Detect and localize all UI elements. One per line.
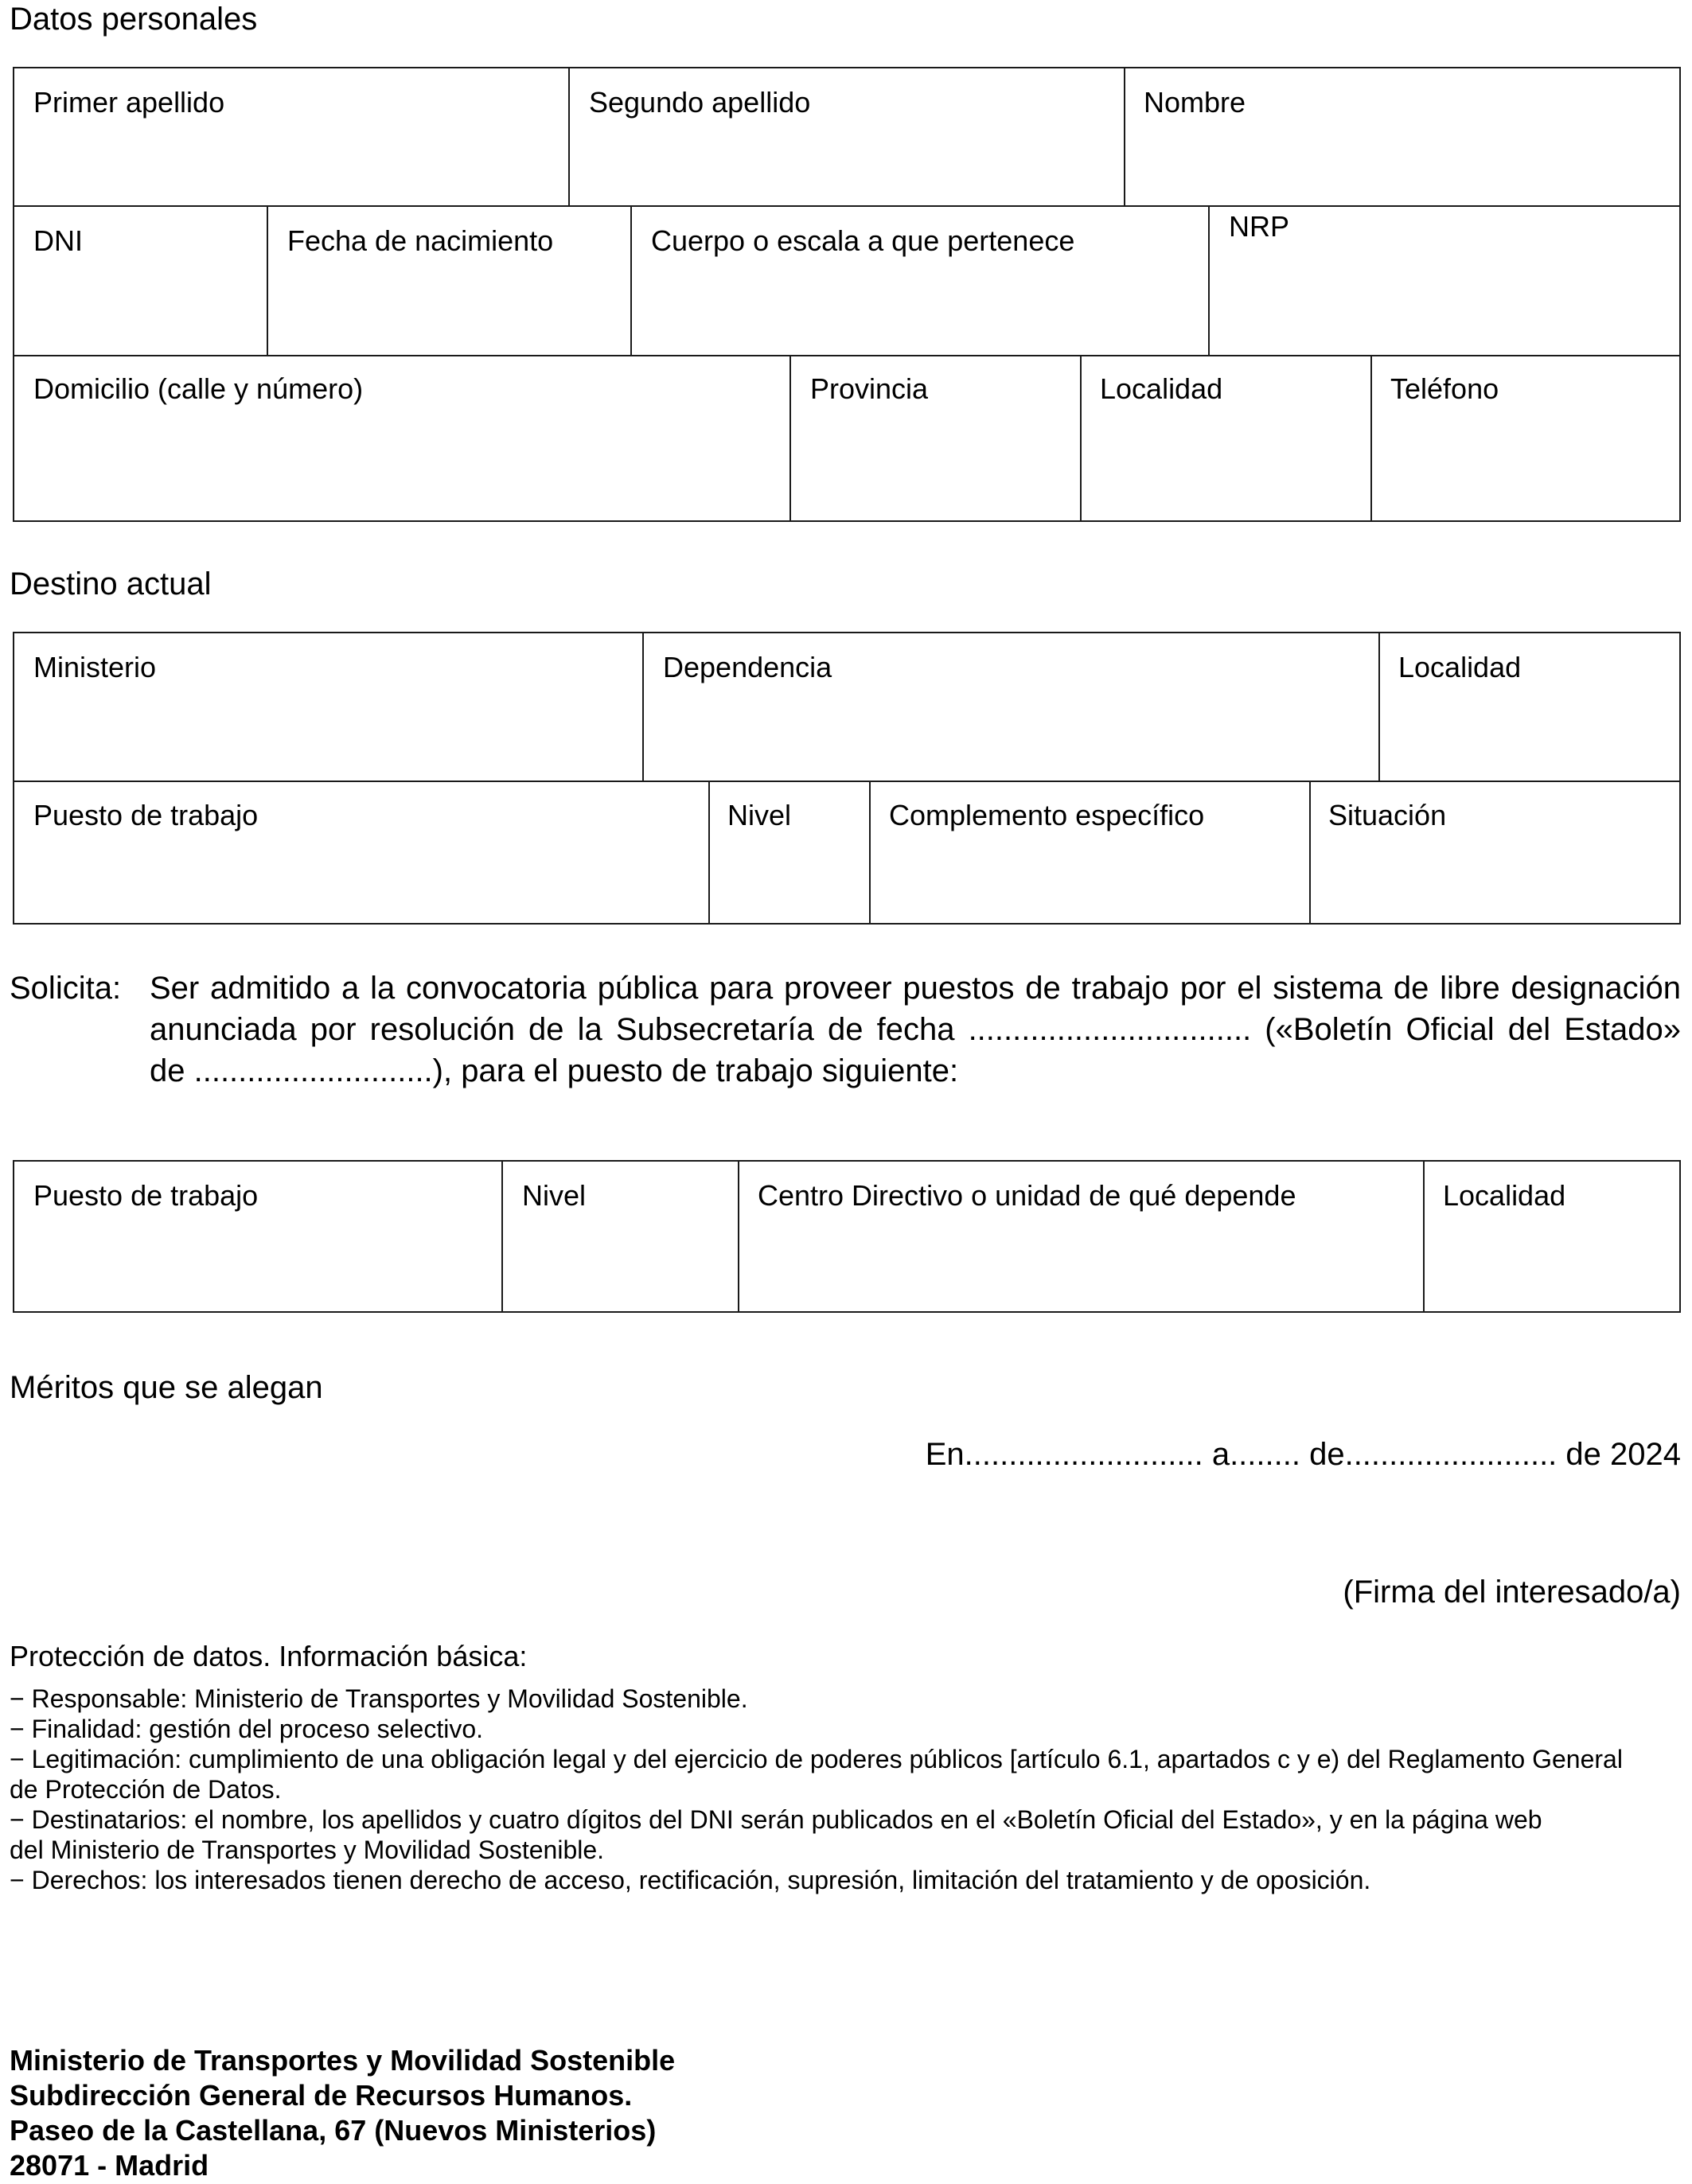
field-dni[interactable]: DNI [33,224,83,257]
table-divider [13,205,1681,207]
field-dependencia[interactable]: Dependencia [663,651,832,683]
table-divider [568,67,570,206]
proteccion-item: del Ministerio de Transportes y Movilidad Sostenible. [10,1836,605,1864]
solicita-line-2: anunciada por resolución de la Subsecretaría de fecha ................................ («Boletín Oficial del Estado» [150,1012,1681,1047]
field-fecha-nacimiento[interactable]: Fecha de nacimiento [287,224,554,257]
table-divider [267,205,268,356]
address-line: Subdirección General de Recursos Humanos. [10,2079,633,2112]
proteccion-item: − Destinatarios: el nombre, los apellidos y cuatro dígitos del DNI serán publicados en el «Boletín Oficial del Estado», y en la página web [10,1805,1542,1834]
field-telefono[interactable]: Teléfono [1390,372,1499,405]
personal-data-table [13,67,1681,522]
solicita-line-3: de ...........................), para el puesto de trabajo siguiente: [150,1053,959,1088]
proteccion-item: − Responsable: Ministerio de Transportes y Movilidad Sostenible. [10,1684,748,1713]
field-primer-apellido[interactable]: Primer apellido [33,86,225,119]
proteccion-list [10,1684,1681,1895]
field-nombre[interactable]: Nombre [1144,86,1246,119]
field-puesto-solicitado[interactable]: Puesto de trabajo [33,1179,259,1212]
field-puesto-actual[interactable]: Puesto de trabajo [33,799,259,831]
address-block [10,2043,675,2183]
table-divider [642,632,644,781]
field-nivel-actual[interactable]: Nivel [727,799,792,831]
table-divider [630,205,632,356]
table-divider [1124,67,1125,206]
proteccion-item: de Protección de Datos. [10,1775,282,1804]
field-segundo-apellido[interactable]: Segundo apellido [589,86,811,119]
field-nrp[interactable]: NRP [1229,210,1290,243]
table-divider [738,1160,739,1313]
field-cuerpo-escala[interactable]: Cuerpo o escala a que pertenece [651,224,1075,257]
address-line: Paseo de la Castellana, 67 (Nuevos Ministerios) [10,2114,657,2147]
table-divider [708,781,710,925]
section-heading-proteccion: Protección de datos. Información básica: [10,1640,528,1672]
section-heading-meritos: Méritos que se alegan [10,1370,323,1405]
firma-label: (Firma del interesado/a) [1343,1575,1681,1610]
table-divider [501,1160,503,1313]
field-complemento-especifico[interactable]: Complemento específico [889,799,1205,831]
field-localidad-solicitada[interactable]: Localidad [1443,1179,1566,1212]
table-divider [1423,1160,1425,1313]
solicita-text [150,967,1681,1092]
section-heading-destino-actual: Destino actual [10,566,212,601]
field-nivel-solicitado[interactable]: Nivel [522,1179,587,1212]
table-divider [1370,355,1372,522]
table-divider [1378,632,1380,781]
field-ministerio[interactable]: Ministerio [33,651,157,683]
table-divider [1208,205,1210,356]
field-domicilio[interactable]: Domicilio (calle y número) [33,372,364,405]
address-line: 28071 - Madrid [10,2149,209,2182]
field-localidad-destino[interactable]: Localidad [1398,651,1522,683]
proteccion-item: − Finalidad: gestión del proceso selectivo. [10,1715,484,1743]
solicita-label: Solicita: [10,971,122,1006]
table-divider [1080,355,1082,522]
section-heading-datos-personales: Datos personales [10,2,258,37]
table-divider [13,781,1681,782]
proteccion-item: − Derechos: los interesados tienen derecho de acceso, rectificación, supresión, limitación del tratamiento y de oposición. [10,1866,1371,1894]
field-localidad[interactable]: Localidad [1100,372,1223,405]
address-line: Ministerio de Transportes y Movilidad Sostenible [10,2044,676,2077]
table-divider [869,781,871,925]
field-centro-directivo[interactable]: Centro Directivo o unidad de qué depende [758,1179,1296,1212]
field-situacion[interactable]: Situación [1328,799,1447,831]
field-provincia[interactable]: Provincia [810,372,929,405]
table-divider [13,355,1681,356]
solicita-line-1: Ser admitido a la convocatoria pública para proveer puestos de trabajo por el sistema de libre designación [150,971,1681,1006]
table-divider [789,355,791,522]
table-divider [1309,781,1311,925]
fecha-lugar-line: En........................... a........ de........................ de 2024 [925,1437,1681,1472]
proteccion-item: − Legitimación: cumplimiento de una obligación legal y del ejercicio de poderes públicos [artículo 6.1, apartados c y e) del Reglamento General [10,1745,1623,1773]
